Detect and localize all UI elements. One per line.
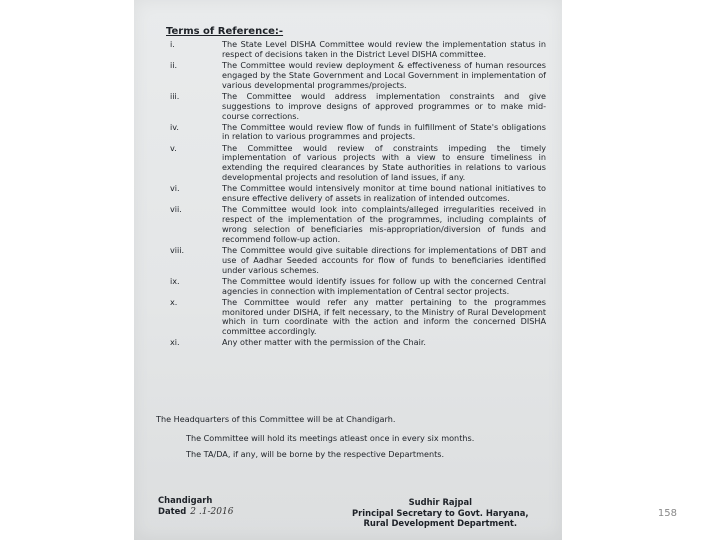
ta-da-paragraph: The TA/DA, if any, will be borne by the respective Departments.: [186, 449, 445, 459]
item-text: The Committee would address implementation constraints and give suggestions to improve designs of approved programmes or to make mid-course corrections.: [222, 90, 546, 121]
item-text: Any other matter with the permission of the Chair.: [222, 337, 426, 348]
terms-list: [170, 40, 546, 350]
dated-label: Dated: [158, 505, 187, 516]
item-text: The Committee would identify issues for follow up with the concerned Central agencies in connection with implementation of Central sector projects.: [222, 275, 546, 296]
item-text: The Committee would review of constraints impeding the timely implementation of various projects with a view to ensure timeliness in extending the required clearances by State authorities in relations to various developmental projects and resolution of land issues, if any.: [222, 142, 546, 183]
list-item: [170, 144, 546, 183]
item-number: vii.: [170, 204, 182, 215]
list-item: [170, 123, 546, 143]
signatory-title: Principal Secretary to Govt. Haryana,: [352, 507, 529, 518]
list-item: [170, 61, 546, 91]
item-text: The Committee would review deployment & effectiveness of human resources engaged by the State Government and Local Government in implementation of various developmental programmes/projects.: [222, 59, 546, 90]
scanned-document: [134, 0, 562, 540]
signatory-name: Sudhir Rajpal: [408, 497, 472, 507]
signatory-department: Rural Development Department.: [363, 518, 518, 528]
list-item: [170, 40, 546, 60]
headquarters-paragraph: The Headquarters of this Committee will be at Chandigarh.: [156, 414, 396, 424]
place-text: Chandigarh: [158, 495, 213, 505]
item-number: iv.: [170, 121, 179, 132]
item-number: ii.: [170, 59, 178, 70]
signature-block: [352, 497, 529, 529]
list-item: [170, 277, 546, 297]
item-number: xi.: [170, 337, 180, 348]
item-number: x.: [170, 296, 178, 307]
item-text: The State Level DISHA Committee would review the implementation status in respect of decisions taken in the District Level DISHA committee.: [222, 39, 546, 59]
item-number: v.: [170, 142, 177, 153]
item-number: i.: [170, 39, 175, 49]
item-number: ix.: [170, 275, 180, 286]
item-text: The Committee would give suitable directions for implementations of DBT and use of Aadhar Seeded accounts for flow of funds to beneficiaries identified under various schemes.: [222, 244, 546, 275]
dated-line: [158, 506, 233, 518]
dated-value: 2 .1-2016: [190, 506, 234, 517]
list-item: [170, 246, 546, 276]
item-number: viii.: [170, 244, 185, 255]
item-text: The Committee would refer any matter pertaining to the programmes monitored under DISHA, if felt necessary, to the Ministry of Rural Development which in turn coordinate with the action and inform the concerned DISHA committee accordingly.: [222, 296, 546, 337]
list-item: [170, 298, 546, 337]
item-text: The Committee would intensively monitor at time bound national initiatives to ensure effective delivery of assets in realization of intended outcomes.: [222, 183, 546, 204]
list-item: [170, 205, 546, 244]
list-item: [170, 92, 546, 122]
item-text: The Committee would review flow of funds in fulfillment of State's obligations in relation to various programmes and projects.: [222, 121, 546, 142]
item-number: iii.: [170, 90, 180, 101]
item-number: vi.: [170, 183, 180, 194]
list-item: [170, 184, 546, 204]
place-date-block: [158, 495, 233, 517]
meetings-paragraph: The Committee will hold its meetings atleast once in every six months.: [186, 433, 475, 443]
slide-number: 158: [657, 508, 677, 519]
list-item: [170, 338, 546, 348]
terms-heading: Terms of Reference:-: [166, 26, 284, 37]
item-text: The Committee would look into complaints/alleged irregularities received in respect of the implementation of the programmes, including complaints of wrong selection of beneficiaries mis-appropriation/diversion of funds and recommend follow-up action.: [222, 204, 546, 244]
